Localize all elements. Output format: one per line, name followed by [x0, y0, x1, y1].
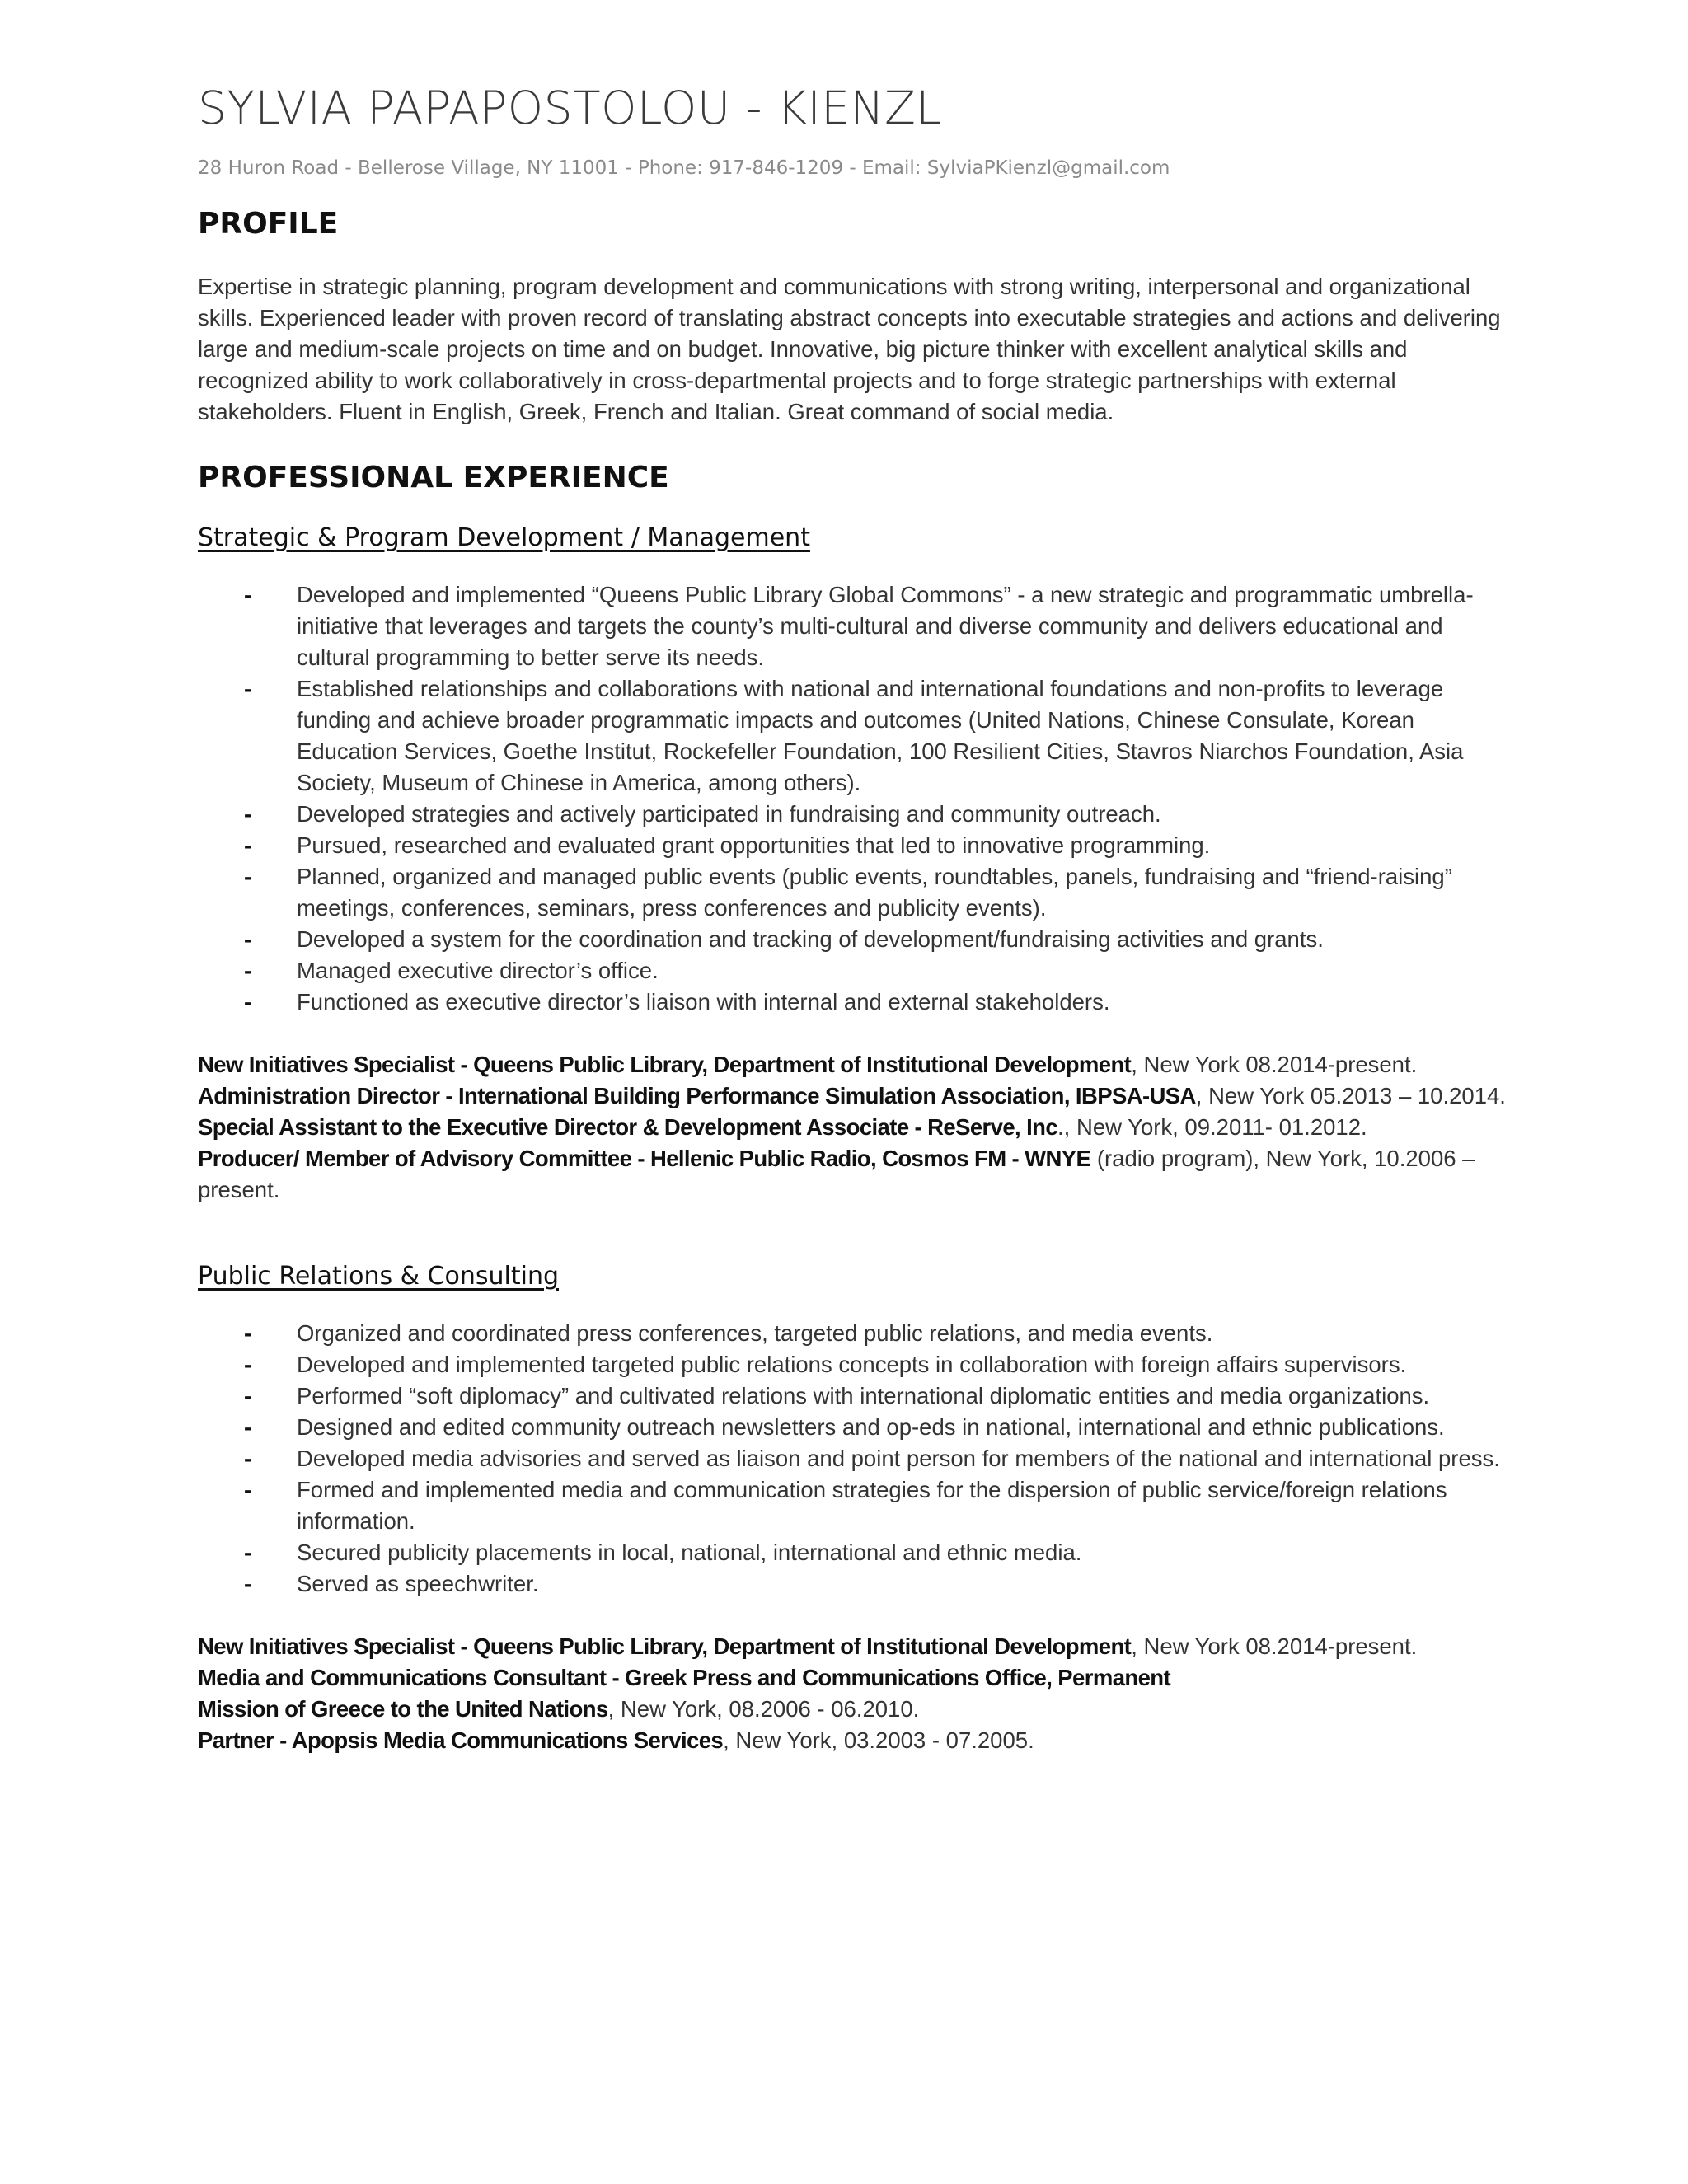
role-entry: [198, 1143, 1508, 1206]
bullet-dash: -: [244, 1477, 252, 1502]
list-item: - Pursued, researched and evaluated grant opportunities that led to innovative programming.: [198, 830, 1508, 861]
role-title: New Initiatives Specialist - Queens Public Library, Department of Institutional Development: [198, 1052, 1132, 1077]
role-title: Partner - Apopsis Media Communications Services: [198, 1727, 724, 1753]
bullet-dash: -: [244, 1320, 252, 1346]
bullet-list-pr: [198, 1318, 1508, 1600]
list-item: - Functioned as executive director’s liaison with internal and external stakeholders.: [198, 987, 1508, 1018]
role-entry: [198, 1725, 1508, 1756]
bullet-dash: -: [244, 1383, 252, 1408]
role-list-strategic: [198, 1049, 1508, 1206]
bullet-dash: -: [244, 832, 252, 858]
bullet-dash: -: [244, 1446, 252, 1471]
role-entry: [198, 1112, 1508, 1143]
role-details: (radio program), New York, 10.2006 – present.: [198, 1146, 1475, 1202]
bullet-dash: -: [244, 582, 252, 607]
list-item: - Developed and implemented targeted public relations concepts in collaboration with foreign affairs supervisors.: [198, 1349, 1508, 1380]
list-item: - Established relationships and collaborations with national and international foundations and non-profits to leverage funding and achieve broader programmatic impacts and outcomes (United Nations, Chinese Consulate, Korean Education Services, Goethe Institut, Rockefeller Foundation, 100 Resilient Cities, Stavros Niarchos Foundation, Asia Society, Museum of Chinese in America, among others).: [198, 673, 1508, 799]
role-details: , New York 08.2014-present.: [1131, 1633, 1418, 1659]
list-item: - Developed a system for the coordination and tracking of development/fundraising activities and grants.: [198, 924, 1508, 955]
list-item: - Organized and coordinated press conferences, targeted public relations, and media events.: [198, 1318, 1508, 1349]
list-item: - Designed and edited community outreach newsletters and op-eds in national, international and ethnic publications.: [198, 1412, 1508, 1443]
bullet-dash: -: [244, 1571, 252, 1596]
bullet-dash: -: [244, 676, 252, 701]
bullet-dash: -: [244, 989, 252, 1015]
profile-heading: PROFILE: [198, 207, 339, 241]
role-list-pr: [198, 1631, 1508, 1756]
role-title: Administration Director - International Building Performance Simulation Association, IBPSA-USA: [198, 1083, 1196, 1108]
list-item: - Formed and implemented media and communication strategies for the dispersion of public service/foreign relations information.: [198, 1474, 1508, 1537]
section-title-pr: Public Relations & Consulting: [198, 1262, 560, 1291]
list-item: - Planned, organized and managed public events (public events, roundtables, panels, fundraising and “friend-raising” meetings, conferences, seminars, press conferences and publicity events).: [198, 861, 1508, 924]
bullet-dash: -: [244, 1352, 252, 1377]
list-item: - Developed media advisories and served as liaison and point person for members of the national and international press.: [198, 1443, 1508, 1474]
role-entry: [198, 1049, 1508, 1080]
section-title-strategic: Strategic & Program Development / Management: [198, 523, 810, 552]
list-item: - Developed and implemented “Queens Public Library Global Commons” - a new strategic and programmatic umbrella-initiative that leverages and targets the county’s multi-cultural and diverse community and delivers educational and cultural programming to better serve its needs.: [198, 579, 1508, 673]
role-title: Special Assistant to the Executive Director & Development Associate - ReServe, Inc: [198, 1114, 1058, 1140]
list-item: - Served as speechwriter.: [198, 1568, 1508, 1600]
role-title: New Initiatives Specialist - Queens Public Library, Department of Institutional Development: [198, 1633, 1132, 1659]
candidate-name: SYLVIA PAPAPOSTOLOU - KIENZL: [198, 82, 942, 134]
list-item: - Managed executive director’s office.: [198, 955, 1508, 987]
contact-line: 28 Huron Road - Bellerose Village, NY 11001 - Phone: 917-846-1209 - Email: SylviaPKienzl@gmail.com: [198, 157, 1170, 179]
bullet-dash: -: [244, 801, 252, 827]
resume-page: [198, 78, 1508, 1756]
role-details: , New York 08.2014-present.: [1131, 1052, 1418, 1077]
profile-summary: Expertise in strategic planning, program development and communications with strong writing, interpersonal and organizational skills. Experienced leader with proven record of translating abstract concepts into executable strategies and actions and delivering large and medium-scale projects on time and on budget. Innovative, big picture thinker with excellent analytical skills and recognized ability to work collaboratively in cross-departmental projects and to forge strategic partnerships with external stakeholders. Fluent in English, Greek, French and Italian. Great command of social media.: [198, 274, 1501, 424]
role-details: , New York, 08.2006 - 06.2010.: [607, 1696, 920, 1722]
list-item: - Secured publicity placements in local, national, international and ethnic media.: [198, 1537, 1508, 1568]
experience-heading: PROFESSIONAL EXPERIENCE: [198, 461, 669, 494]
list-item: - Developed strategies and actively participated in fundraising and community outreach.: [198, 799, 1508, 830]
role-details: ., New York, 09.2011- 01.2012.: [1057, 1114, 1367, 1140]
role-details: , New York 05.2013 – 10.2014.: [1195, 1083, 1506, 1108]
bullet-dash: -: [244, 1414, 252, 1440]
role-entry: [198, 1080, 1508, 1112]
bullet-dash: -: [244, 864, 252, 889]
experience-section-strategic: [198, 522, 1508, 1206]
role-title: Producer/ Member of Advisory Committee - Hellenic Public Radio, Cosmos FM - WNYE: [198, 1146, 1091, 1171]
role-details: , New York, 03.2003 - 07.2005.: [723, 1727, 1034, 1753]
role-entry: [198, 1662, 1236, 1725]
experience-section-pr: [198, 1260, 1508, 1756]
bullet-dash: -: [244, 1540, 252, 1565]
role-entry: [198, 1631, 1508, 1662]
list-item: - Performed “soft diplomacy” and cultivated relations with international diplomatic entities and media organizations.: [198, 1380, 1508, 1412]
bullet-dash: -: [244, 926, 252, 952]
bullet-dash: -: [244, 958, 252, 983]
bullet-list-strategic: [198, 579, 1508, 1018]
role-title: Media and Communications Consultant - Greek Press and Communications Office, Permanent Mission of Greece to the United Nations: [198, 1665, 1171, 1722]
